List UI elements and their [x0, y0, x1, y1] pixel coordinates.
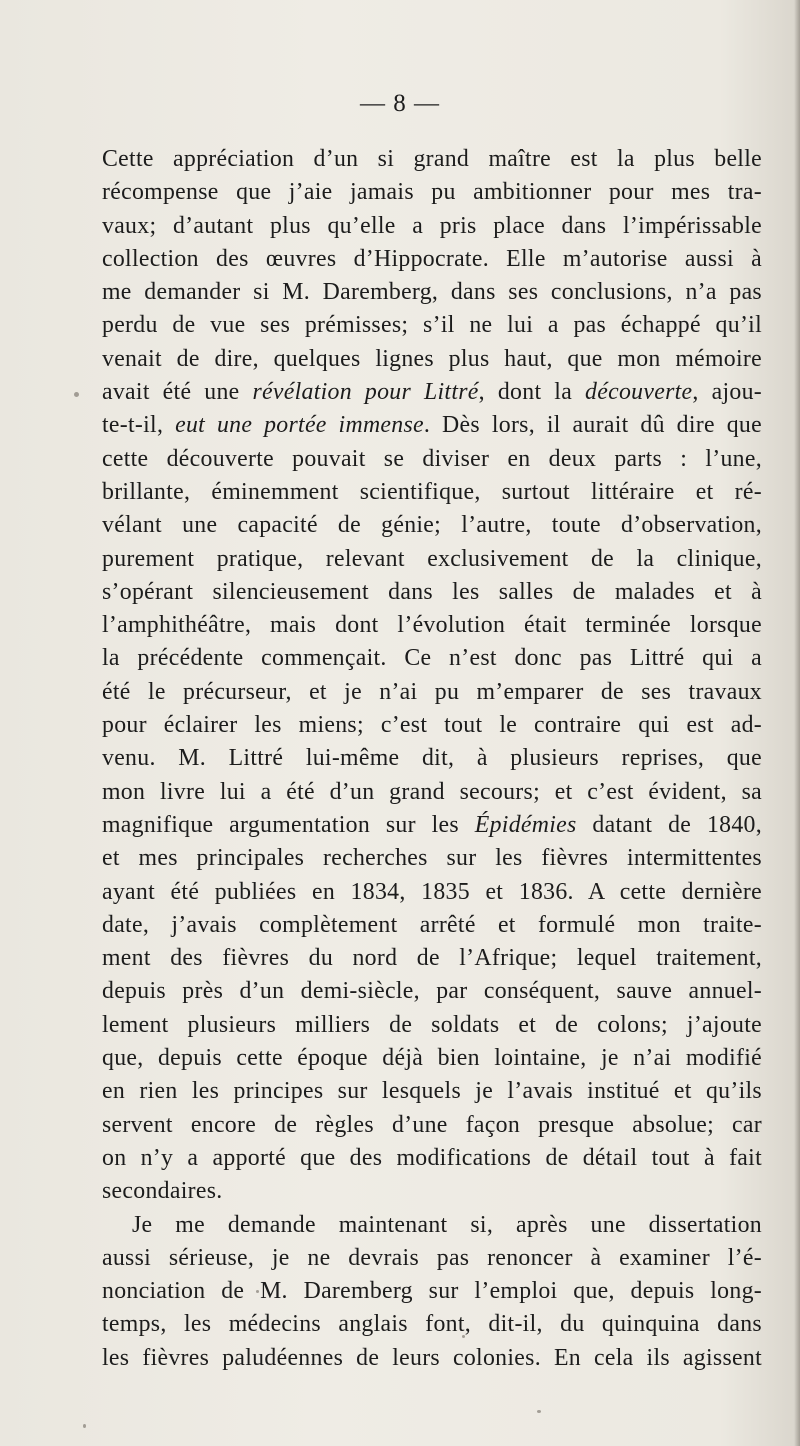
text-line: récompense que j’aie jamais pu ambitionner pour mes tra- [102, 179, 762, 206]
text-line: cette découverte pouvait se diviser en deux parts : l’une, [102, 445, 762, 472]
text-line: Je me demande maintenant si, après une dissertation [132, 1211, 762, 1238]
text-line: été le précurseur, et je n’ai pu m’emparer de ses travaux [102, 678, 762, 705]
text-line: venait de dire, quelques lignes plus haut, que mon mémoire [102, 345, 762, 372]
italic-phrase: découverte [585, 379, 693, 406]
paper-speck [462, 1335, 465, 1338]
paper-speck [256, 1290, 259, 1293]
text-line: vélant une capacité de génie; l’autre, toute d’observation, [102, 512, 762, 539]
text-line: secondaires. [102, 1178, 223, 1205]
text-line: vaux; d’autant plus qu’elle a pris place dans l’impérissable [102, 212, 762, 239]
text-line: magnifique argumentation sur les Épidémies datant de 1840, [102, 811, 763, 838]
text-line: collection des œuvres d’Hippocrate. Elle m’autorise aussi à [102, 245, 762, 272]
text-line: mon livre lui a été d’un grand secours; et c’est évident, sa [102, 778, 762, 805]
text-line: aussi sérieuse, je ne devrais pas renoncer à examiner l’é- [102, 1244, 762, 1271]
text-line: temps, les médecins anglais font, dit-il, du quinquina dans [102, 1311, 762, 1338]
text-line: les fièvres paludéennes de leurs colonies. En cela ils agissent [102, 1344, 762, 1371]
text-line: servent encore de règles d’une façon presque absolue; car [102, 1111, 762, 1138]
text-line: avait été une révélation pour Littré, dont la découverte, ajou- [102, 379, 763, 406]
paper-speck [74, 392, 79, 397]
text-line: lement plusieurs milliers de soldats et de colons; j’ajoute [102, 1011, 762, 1038]
text-line: date, j’avais complètement arrêté et formulé mon traite- [102, 911, 762, 938]
text-line: nonciation de M. Daremberg sur l’emploi que, depuis long- [102, 1278, 762, 1305]
text-line: en rien les principes sur lesquels je l’avais institué et qu’ils [102, 1078, 762, 1105]
body-text [102, 143, 762, 1375]
text-line: ayant été publiées en 1834, 1835 et 1836. A cette dernière [102, 878, 762, 905]
text-line: depuis près d’un demi-siècle, par conséquent, sauve annuel- [102, 978, 762, 1005]
text-line: me demander si M. Daremberg, dans ses conclusions, n’a pas [102, 279, 762, 306]
text-line: que, depuis cette époque déjà bien lointaine, je n’ai modifié [102, 1045, 762, 1072]
text-line: l’amphithéâtre, mais dont l’évolution était terminée lorsque [102, 612, 762, 639]
paper-speck [537, 1410, 541, 1413]
text-line: pour éclairer les miens; c’est tout le contraire qui est ad- [102, 712, 762, 739]
italic-phrase: révélation pour Littré [252, 379, 479, 406]
text-line: la précédente commençait. Ce n’est donc pas Littré qui a [102, 645, 762, 672]
text-line: s’opérant silencieusement dans les salles de malades et à [102, 578, 762, 605]
paper-speck [83, 1424, 86, 1428]
text-line: venu. M. Littré lui-même dit, à plusieurs reprises, que [102, 745, 762, 772]
text-line: brillante, éminemment scientifique, surtout littéraire et ré- [102, 478, 762, 505]
text-line: et mes principales recherches sur les fièvres intermittentes [102, 845, 762, 872]
page-edge-shadow [794, 0, 800, 1446]
text-line: Cette appréciation d’un si grand maître est la plus belle [102, 146, 762, 172]
text-line: purement pratique, relevant exclusivement de la clinique, [102, 545, 762, 572]
text-line: te-t-il, eut une portée immense. Dès lors, il aurait dû dire que [102, 412, 762, 439]
text-line: ment des fièvres du nord de l’Afrique; lequel traitement, [102, 945, 762, 972]
italic-phrase: eut une portée immense [175, 412, 424, 439]
text-line: on n’y a apporté que des modifications de détail tout à fait [102, 1144, 762, 1171]
page-number: — 8 — [360, 90, 440, 117]
text-line: perdu de vue ses prémisses; s’il ne lui a pas échappé qu’il [102, 312, 762, 339]
italic-phrase: Épidémies [474, 811, 577, 838]
